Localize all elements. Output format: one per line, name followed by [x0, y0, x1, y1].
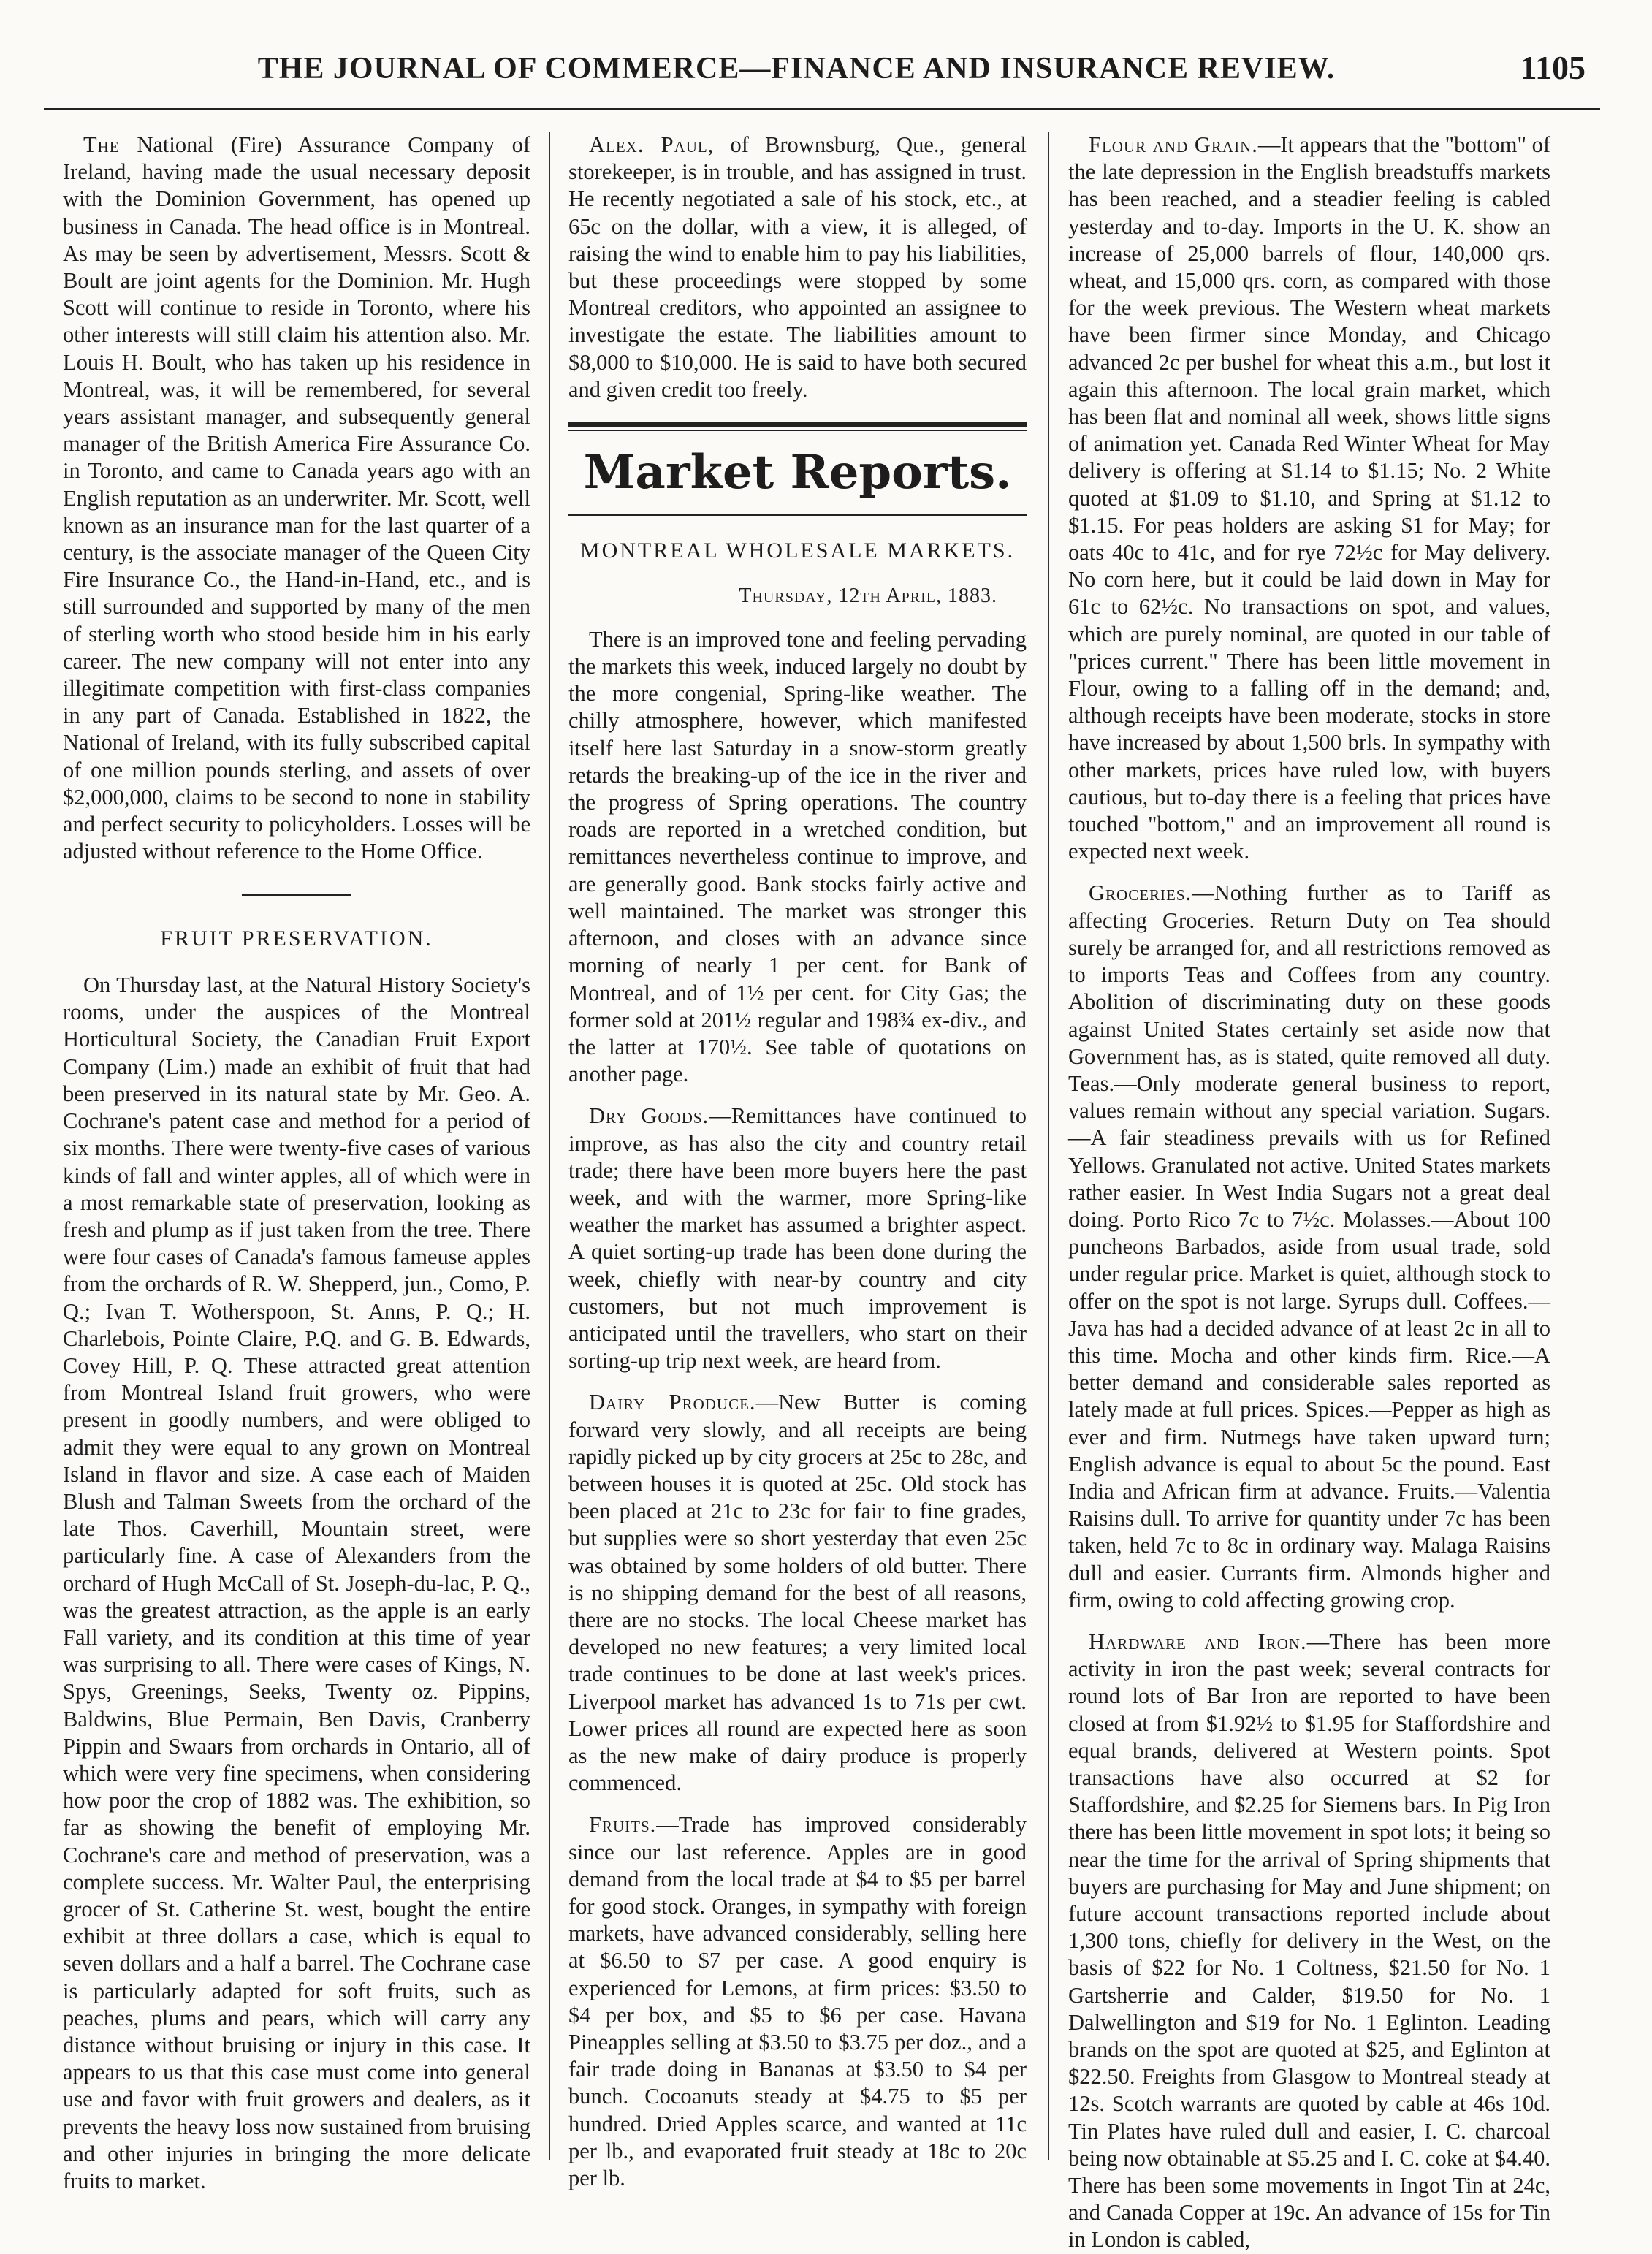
report-groceries: [1068, 880, 1550, 1613]
lead-word: The: [83, 132, 120, 157]
column-left: [63, 132, 530, 2197]
report-label: Fruits.: [589, 1812, 657, 1838]
report-text: —There has been more activity in iron the past week; several contracts for round lots of Bar Iron are reported to have been closed at from $1.92½ to $1.95 for Staffordshire and equal brands, delivered at Western points. Spot transactions have also occurred at $2 for Staffordshire, and $2.25 for Siemens bars. In Pig Iron there has been little movement in spot lots; it being so near the time for the arrival of Spring shipments that buyers are purchasing for May and June shipment; on future account transactions reported include about 1,300 tons, chiefly for delivery in the West, on the basis of $22 for No. 1 Coltness, $21.50 for No. 1 Gartsherrie and Calder, $19.50 for No. 1 Dalwellington and $19 for No. 1 Eglinton. Leading brands on the spot are quoted at $25, and Eglinton at $22.50. Freights from Glasgow to Montreal steady at 12s. Scotch warrants are quoted by cable at 46s 10d. Tin Plates have ruled dull and easier, I. C. charcoal being now obtainable at $5.25 and I. C. coke at $4.40. There has been some movements in Ingot Tin at 24c, and Canada Copper at 19c. An advance of 15s for Tin in London is cabled,: [1068, 1629, 1550, 2253]
section-divider: [242, 894, 351, 896]
markets-intro: There is an improved tone and feeling pervading the markets this week, induced largely no doubt by the more congenial, Spring-like weather. The chilly atmosphere, however, which manifested itself here last Saturday in a snow-storm greatly retards the breaking-up of the ice in the river and the progress of Spring operations. The country roads are reported in a wretched condition, but remittances nevertheless continue to improve, and are generally good. Bank stocks fairly active and well maintained. The market was stronger this afternoon, and closes with an advance since morning of nearly 1 per cent. for Bank of Montreal, and of 1½ per cent. for City Gas; the former sold at 201½ regular and 198¾ ex-div., and the latter at 170½. See table of quotations on another page.: [568, 626, 1027, 1087]
article-fruit-preservation: On Thursday last, at the Natural History Society's rooms, under the auspices of the Montreal Horticultural Society, the Canadian Fruit Export Company (Lim.) made an exhibit of fruit that had been preserved in its natural state by Mr. Geo. A. Cochrane's patent case and method for a period of six months. There were twenty-five cases of various kinds of fall and winter apples, all of which were in a most remarkable state of preservation, looking as fresh and plump as if just taken from the tree. There were four cases of Canada's famous fameuse apples from the orchards of R. W. Shepperd, jun., Como, P. Q.; Ivan T. Wotherspoon, St. Anns, P. Q.; H. Charlebois, Pointe Claire, P.Q. and G. B. Edwards, Covey Hill, P. Q. These attracted great attention from Montreal Island fruit growers, who were present in goodly numbers, and were obliged to admit they were equal to any grown on Montreal Island in flavor and size. A case each of Maiden Blush and Talman Sweets from the orchard of the late Thos. Caverhill, Mountain street, were particularly fine. A case of Alexanders from the orchard of Hugh McCall of St. Joseph-du-lac, P. Q., was the greatest attraction, as the apple is an early Fall variety, and its condition at this time of year was surprising to all. There were cases of Kings, N. Spys, Greenings, Seeks, Twenty oz. Pippins, Baldwins, Blue Permain, Ben Davis, Cranberry Pippin and Swaars from orchards in Ontario, all of which were very fine specimens, when considering how poor the crop of 1882 was. The exhibition, so far as showing the benefit of employing Mr. Cochrane's care and method of preservation, was a complete success. Mr. Walter Paul, the enterprising grocer of St. Catherine St. west, bought the entire exhibit at three dollars a case, which is equal to seven dollars and a half a barrel. The Cochrane case is particularly adapted for soft fruits, such as peaches, plums and pears, which will carry any distance without bruising or injury in this case. It appears to us that this case must come into general use and favor with fruit growers and dealers, as it prevents the heavy loss now sustained from bruising and other injuries in bringing the more delicate fruits to market.: [63, 972, 530, 2194]
article-text: National (Fire) Assurance Company of Ireland, having made the usual necessary deposit with the Dominion Government, has opened up business in Canada. The head office is in Montreal. As may be seen by advertisement, Messrs. Scott & Boult are joint agents for the Dominion. Mr. Hugh Scott will continue to reside in Toronto, where his other interests will still claim his attention also. Mr. Louis H. Boult, who has taken up his residence in Montreal, was, it will be remembered, for several years assistant manager, and subsequently general manager of the British America Fire Assurance Co. in Toronto, and came to Canada years ago with an English reputation as an underwriter. Mr. Scott, well known as an insurance man for the last quarter of a century, is the associate manager of the Queen City Fire Insurance Co., the Hand-in-Hand, etc., and is still surrounded and supported by many of the men of sterling worth who stood beside him in his early career. The new company will not enter into any illegitimate competition with first-class companies in any part of Canada. Established in 1822, the National of Ireland, with its fully subscribed capital of one million pounds sterling, and assets of over $2,000,000, claims to be second to none in stability and perfect security to policyholders. Losses will be adjusted without reference to the Home Office.: [63, 132, 530, 864]
lead-word: Alex. Paul,: [589, 132, 715, 157]
page-number: 1105: [1520, 49, 1586, 86]
market-reports-rule: [568, 422, 1027, 431]
article-text: of Brownsburg, Que., general storekeeper, is in trouble, and has assigned in trust. He recently negotiated a sale of his stock, etc., at 65c on the dollar, with a view, it is alleged, of raising the wind to enable him to pay his liabilities, but these proceedings were stopped by some Montreal creditors, who appointed an assignee to investigate the estate. The liabilities amount to $8,000 to $10,000. He is said to have both secured and given credit too freely.: [568, 132, 1027, 402]
report-text: —It appears that the "bottom" of the late depression in the English breadstuffs markets has been reached, and a steadier feeling is cabled yesterday and to-day. Imports in the U. K. show an increase of 25,000 barrels of flour, 140,000 qrs. wheat, and 15,000 qrs. corn, as compared with those for the week previous. The Western wheat markets have been firmer since Monday, and Chicago advanced 2c per bushel for wheat this a.m., but lost it again this afternoon. The local grain market, which has been flat and nominal all week, shows little signs of animation yet. Canada Red Winter Wheat for May delivery is offering at $1.14 to $1.15; No. 2 White quoted at $1.09 to $1.10, and Spring at $1.12 to $1.15. For peas holders are asking $1 for May; for oats 40c to 41c, and for rye 72½c for May delivery. No corn here, but it could be laid down in May for 61c to 62½c. No transactions on spot, and values, which are purely nominal, are quoted in our table of "prices current." There has been little movement in Flour, owing to a falling off in the demand; and, although receipts have been moderate, stocks in store have increased by about 1,500 brls. In sympathy with other markets, prices have ruled low, with buyers cautious, but to-day there is a feeling that prices have touched "bottom," and an improvement all round is expected next week.: [1068, 132, 1551, 864]
report-text: —Trade has improved considerably since our last reference. Apples are in good demand from the local trade at $4 to $5 per barrel for good stock. Oranges, in sympathy with foreign markets, have advanced considerably, selling here at $6.50 to $7 per case. A good enquiry is experienced for Lemons, at firm prices: $3.50 to $4 per box, and $5 to $6 per case. Havana Pineapples selling at $3.50 to $3.75 per doz., and a fair trade doing in Bananas at $3.50 to $4 per bunch. Cocoanuts steady at $4.75 to $5 per hundred. Dried Apples scarce, and wanted at 11c per lb., and evaporated fruit steady at 18c to 20c per lb.: [568, 1812, 1027, 2191]
column-divider: [549, 132, 550, 2160]
heading-rule: [568, 514, 1027, 516]
report-label: Hardware and Iron.: [1089, 1629, 1307, 1654]
montreal-markets-heading: MONTREAL WHOLESALE MARKETS.: [579, 538, 1016, 563]
report-text: —New Butter is coming forward very slowly, and all receipts are being rapidly picked up by city grocers at 25c to 28c, and between houses it is quoted at 25c. Old stock has been placed at 21c to 23c for fair to fine grades, but supplies were so short yesterday that even 25c was obtained by some holders of old butter. There is no shipping demand for the best of all reasons, there are no stocks. The local Cheese market has developed no new features; a very limited local trade continues to be done at last week's prices. Liverpool market has advanced 1s to 71s per cwt. Lower prices all round are expected here as soon as the new make of dairy produce is properly commenced.: [568, 1390, 1027, 1796]
journal-title: THE JOURNAL OF COMMERCE—FINANCE AND INSURANCE REVIEW.: [257, 52, 1336, 85]
report-dairy-produce: [568, 1389, 1027, 1797]
report-dry-goods: [568, 1103, 1027, 1374]
report-text: —Remittances have continued to improve, as has also the city and country retail trade; there have been more buyers here the past week, and with the warmer, more Spring-like weather the market has assumed a brighter aspect. A quiet sorting-up trade has been done during the week, chiefly with near-by country and city customers, but not much improvement is anticipated until the travellers, who start on their sorting-up trip next week, are heard from.: [568, 1103, 1027, 1374]
header-rule: [44, 108, 1600, 110]
report-label: Dairy Produce.: [589, 1390, 756, 1415]
article-national-assurance: [63, 132, 530, 865]
report-label: Dry Goods.: [589, 1103, 709, 1129]
market-reports-heading: Market Reports.: [583, 445, 1012, 500]
masthead: [44, 38, 1607, 111]
report-label: Flour and Grain.: [1089, 132, 1258, 157]
column-middle: [568, 132, 1027, 2197]
report-date: Thursday, 12th April, 1883.: [739, 584, 997, 607]
report-fruits: [568, 1811, 1027, 2192]
fruit-preservation-heading: FRUIT PRESERVATION.: [160, 926, 433, 951]
report-label: Groceries.: [1089, 880, 1192, 906]
article-alex-paul: [568, 132, 1027, 403]
report-text: —Nothing further as to Tariff as affecting Groceries. Return Duty on Tea should surely be arranged for, and all restrictions removed as to imports Teas and Coffees from any country. Abolition of discriminating duty on these goods against United States certainly set aside now that Government has, as is stated, quite removed all duty. Teas.—Only moderate general business to report, values remain without any special variation. Sugars.—A fair steadiness prevails with us for Refined Yellows. Granulated not active. United States markets rather easier. In West India Sugars not a great deal doing. Porto Rico 7c to 7½c. Molasses.—About 100 puncheons Barbados, aside from usual trade, sold under regular price. Market is quiet, although stock to offer on the spot is not large. Syrups dull. Coffees.—Java has had a decided advance of at least 2c in all to this time. Mocha and other kinds firm. Rice.—A better demand and considerable sales reported as lately made at full prices. Spices.—Pepper as high as ever and firm. Nutmegs have taken upward turn; English advance is equal to about 5c the pound. East India and African firm at advance. Fruits.—Valentia Raisins dull. To arrive for quantity under 7c has been taken, held 7c to 8c in ordinary way. Malaga Raisins dull and easier. Currants firm. Almonds higher and firm, owing to cold affecting growing crop.: [1068, 880, 1550, 1613]
column-right: [1068, 132, 1551, 2253]
column-divider: [1048, 132, 1049, 2160]
report-hardware-iron: [1068, 1629, 1550, 2254]
report-flour-grain: [1068, 132, 1550, 865]
